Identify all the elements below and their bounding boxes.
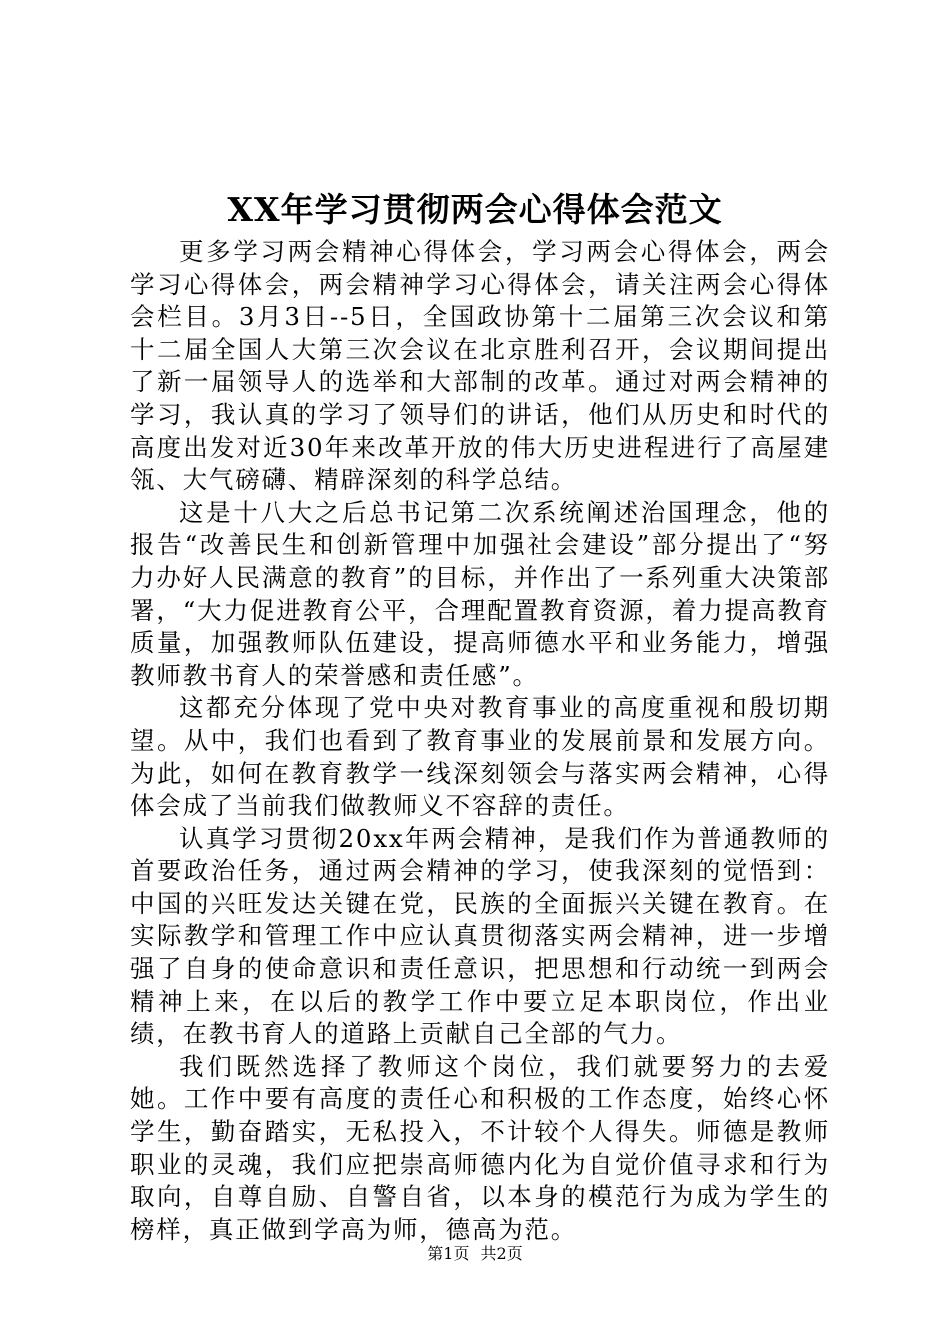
paragraph: 更多学习两会精神心得体会，学习两会心得体会，两会学习心得体会，两会精神学习心得体会，请关注两会心得体会栏目。3月3日--5日，全国政协第十二届第三次会议和第十二届全国人大第三次会议在北京胜利召开，会议期间提出了新一届领导人的选举和大部制的改革。通过对两会精神的学习，我认真的学习了领导们的讲话，他们从历史和时代的高度出发对近30年来改革开放的伟大历史进程进行了高屋建瓴、大气磅礴、精辟深刻的科学总结。 bbox=[130, 237, 830, 495]
page-number: 第1页 bbox=[427, 1244, 470, 1263]
document-title: XX年学习贯彻两会心得体会范文 bbox=[227, 190, 723, 229]
paragraph: 我们既然选择了教师这个岗位，我们就要努力的去爱她。工作中要有高度的责任心和积极的工作态度，始终心怀学生，勤奋踏实，无私投入，不计较个人得失。师德是教师职业的灵魂，我们应把崇高师德内化为自觉价值寻求和行为取向，自尊自励、自警自省，以本身的模范行为成为学生的榜样，真正做到学高为师，德高为范。 bbox=[130, 1051, 830, 1244]
page-footer bbox=[0, 1244, 950, 1264]
paragraph: 这都充分体现了党中央对教育事业的高度重视和殷切期望。从中，我们也看到了教育事业的发展前景和发展方向。为此，如何在教育教学一线深刻领会与落实两会精神，心得体会成了当前我们做教师义不容辞的责任。 bbox=[130, 693, 830, 821]
document-body bbox=[130, 236, 830, 1246]
paragraph: 认真学习贯彻20xx年两会精神，是我们作为普通教师的首要政治任务，通过两会精神的学习，使我深刻的觉悟到：中国的兴旺发达关键在党，民族的全面振兴关键在教育。在实际教学和管理工作中应认真贯彻落实两会精神，进一步增强了自身的使命意识和责任意识，把思想和行动统一到两会精神上来，在以后的教学工作中要立足本职岗位，作出业绩，在教书育人的道路上贡献自己全部的气力。 bbox=[130, 823, 830, 1049]
paragraph: 这是十八大之后总书记第二次系统阐述治国理念，他的报告“改善民生和创新管理中加强社会建设”部分提出了“努力办好人民满意的教育”的目标，并作出了一系列重大决策部署，“大力促进教育公平，合理配置教育资源，着力提高教育质量，加强教师队伍建设，提高师德水平和业务能力，增强教师教书育人的荣誉感和责任感”。 bbox=[130, 497, 830, 690]
page-total: 共2页 bbox=[480, 1244, 523, 1263]
